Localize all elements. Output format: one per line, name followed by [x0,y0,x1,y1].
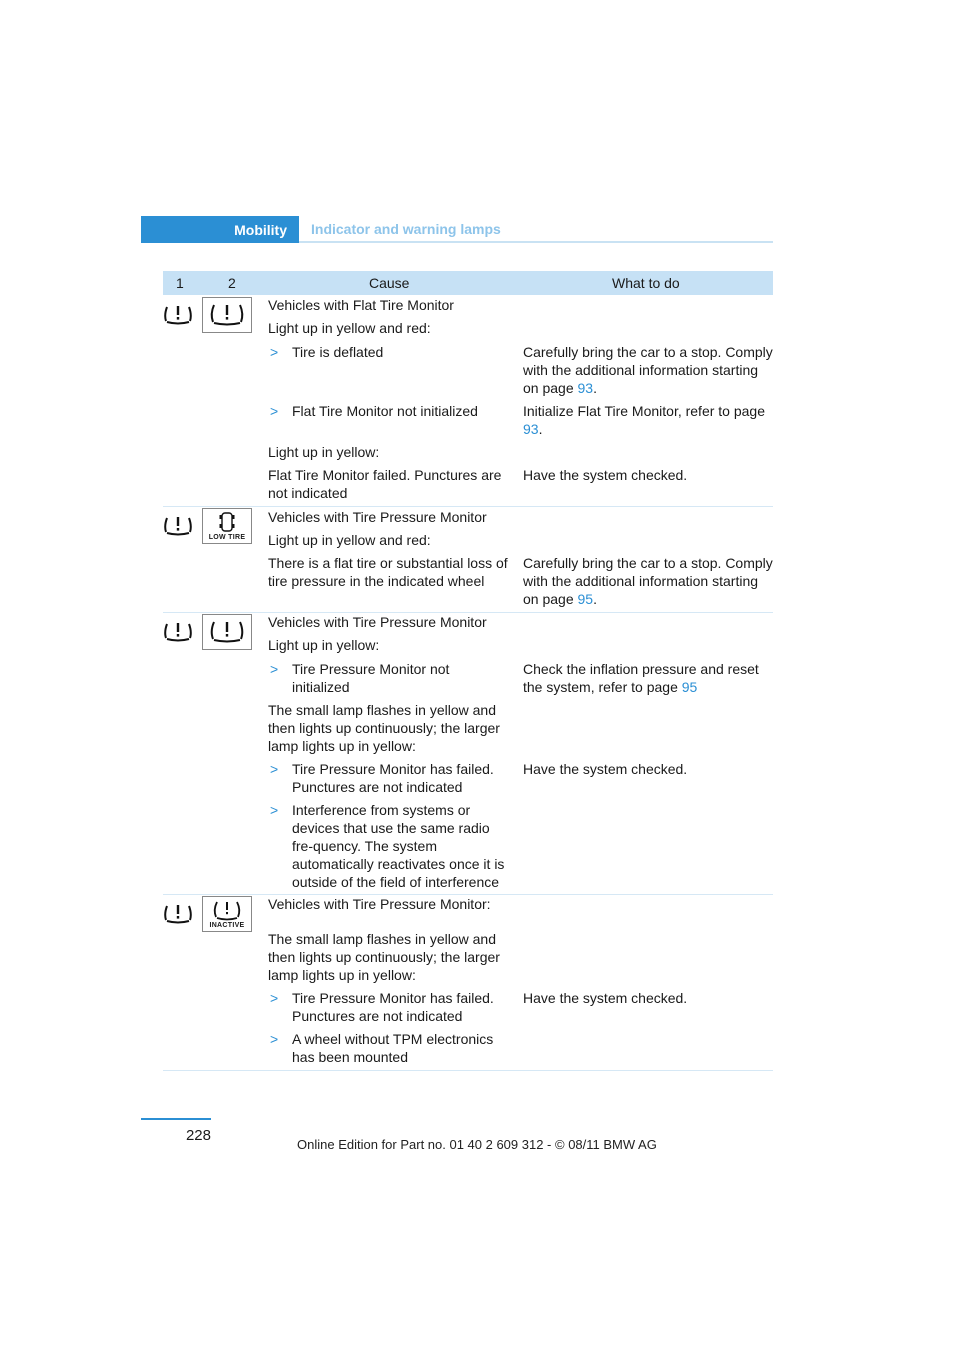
row2-todo [523,554,773,608]
row4-bullet-2-text: A wheel without TPM electronics has been mounted [292,1031,494,1065]
row1-bullet-1 [268,343,510,361]
row1-title: Vehicles with Flat Tire Monitor [268,297,454,313]
row3-bullet-1-text: Tire Pressure Monitor not initialized [292,661,450,695]
low-tire-icon [202,508,252,544]
todo-text: Carefully bring the car to a stop. Comply with the additional information starting on page [523,344,773,396]
page-number: 228 [185,1127,211,1144]
bullet-marker: > [270,344,279,360]
row1-sub2: Light up in yellow: [268,444,380,460]
row3-bullet-2-text: Tire Pressure Monitor has failed. Punctures are not indicated [292,761,494,795]
todo-end: . [593,591,597,607]
tire-pressure-warning-icon [202,297,252,333]
row3-bullet-2 [268,760,510,796]
row1-cause-3: Flat Tire Monitor failed. Punctures are not indicated [268,467,502,501]
row1-todo-3: Have the system checked. [523,467,688,483]
what-to-do-header: What to do [612,275,680,291]
row4-bullet-2 [268,1030,510,1066]
bullet-marker: > [270,761,279,777]
todo-end: . [538,421,543,437]
tire-pressure-warning-icon [163,619,193,643]
bullet-marker: > [270,403,279,419]
page-link[interactable]: 95 [577,591,594,607]
row3-sub2: The small lamp flashes in yellow and then lights up continuously; the larger lamp lights up in yellow: [268,702,500,754]
row1-bullet-1-text: Tire is deflated [292,344,384,360]
cause-header: Cause [369,275,410,291]
row3-bullet-1 [268,660,510,696]
row3-bullet-1-todo [523,660,773,696]
inactive-tpm-icon [202,896,252,932]
row1-bullet-2-todo [523,402,773,438]
table-header [163,271,773,295]
row2-cause: There is a flat tire or substantial loss of tire pressure in the indicated wheel [268,555,508,589]
row3-bullet-3 [268,801,510,891]
todo-end: . [593,380,597,396]
bullet-marker: > [270,802,279,818]
bullet-marker: > [270,1031,279,1047]
bullet-marker: > [270,661,279,677]
tire-pressure-warning-icon [202,614,252,650]
page-link[interactable]: 95 [681,679,698,695]
footer-rule [141,1118,211,1120]
row3-title: Vehicles with Tire Pressure Monitor [268,614,487,630]
topic-title: Indicator and warning lamps [299,216,773,243]
row3-bullet-2-todo: Have the system checked. [523,761,688,777]
page-link[interactable]: 93 [523,421,539,437]
bullet-marker: > [270,990,279,1006]
tire-pressure-warning-icon [163,513,193,537]
col-2-header: 2 [228,275,236,291]
row3-sub1: Light up in yellow: [268,637,380,653]
tire-pressure-warning-icon [163,901,193,925]
row4-bullet-1-text: Tire Pressure Monitor has failed. Punctures are not indicated [292,990,494,1024]
low-tire-label: LOW TIRE [208,534,246,541]
row4-bullet-1-todo: Have the system checked. [523,990,688,1006]
row2-sub1: Light up in yellow and red: [268,532,431,548]
row1-bullet-2-text: Flat Tire Monitor not initialized [292,403,478,419]
inactive-label: INACTIVE [209,922,245,929]
page-link[interactable]: 93 [577,380,594,396]
todo-text: Initialize Flat Tire Monitor, refer to page [523,403,765,419]
row1-sub1: Light up in yellow and red: [268,320,431,336]
row1-bullet-2 [268,402,510,420]
tire-pressure-warning-icon [163,302,193,326]
row4-bullet-1 [268,989,510,1025]
col-1-header: 1 [176,275,184,291]
todo-text: Check the inflation pressure and reset the system, refer to page [523,661,759,695]
row4-sub1: The small lamp flashes in yellow and then lights up continuously; the larger lamp lights up in yellow: [268,931,500,983]
row1-bullet-1-todo [523,343,773,397]
row4-title: Vehicles with Tire Pressure Monitor: [268,896,491,912]
row3-bullet-3-text: Interference from systems or devices that use the same radio fre-quency. The system automatically reactivates once it is outside of the field of interference [292,802,505,890]
row2-title: Vehicles with Tire Pressure Monitor [268,509,487,525]
edition-footer: Online Edition for Part no. 01 40 2 609 312 - © 08/11 BMW AG [297,1137,657,1152]
section-tab: Mobility [141,216,299,243]
todo-text: Carefully bring the car to a stop. Comply with the additional information starting on page [523,555,773,607]
